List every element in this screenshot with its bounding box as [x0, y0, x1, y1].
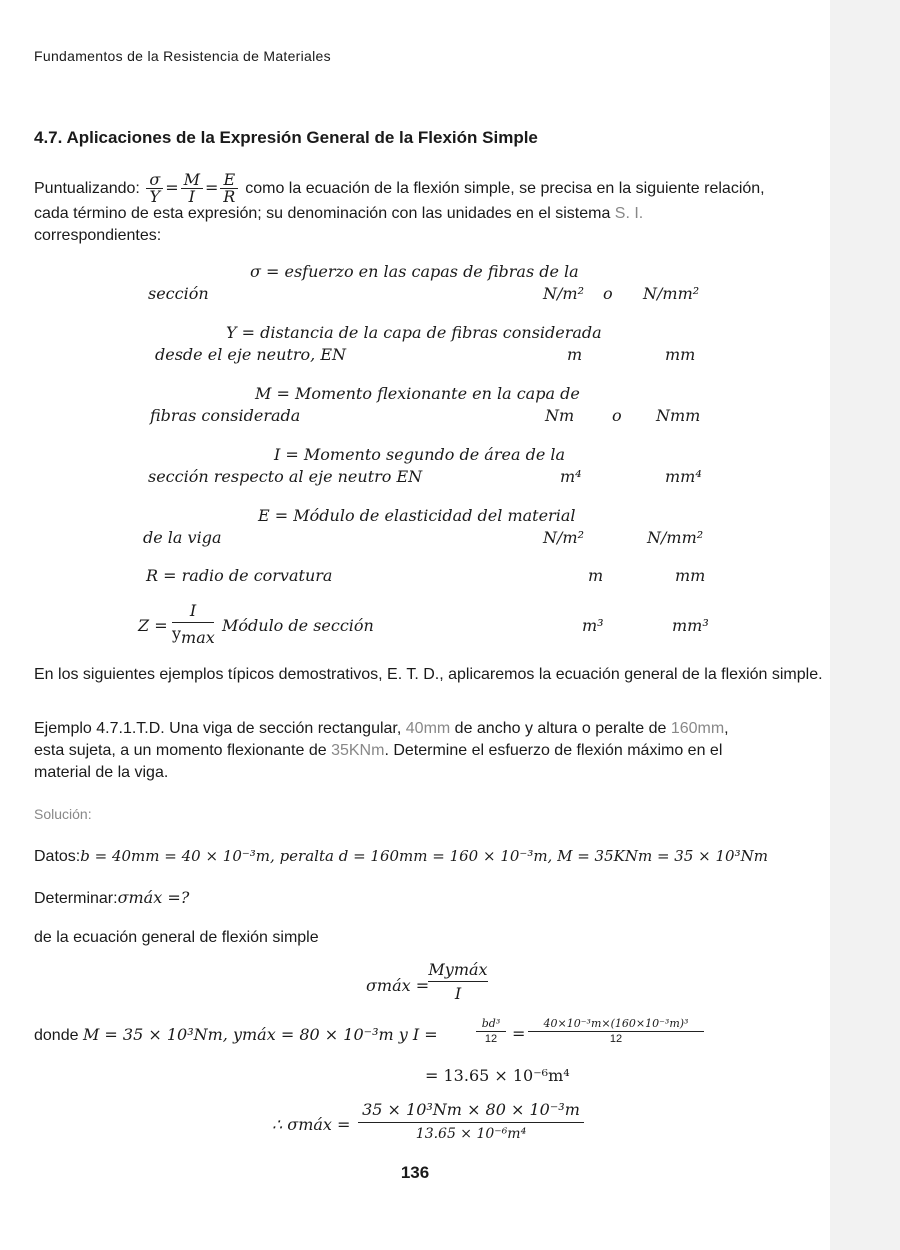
- term-r-unit1: m: [588, 566, 604, 585]
- term-y-line2: desde el eje neutro, EN: [155, 345, 347, 364]
- page-number: 136: [400, 1163, 430, 1182]
- intro-formula: $\frac{\sigma}{Y}$ = $\frac{M}{I}$ = $\frac{E}{R}$: [144, 178, 245, 197]
- term-sigma-line1: σ = esfuerzo en las capas de fibras de la: [250, 262, 579, 281]
- final-numerator: 35 × 10³Nm × 80 × 10⁻³m: [358, 1098, 584, 1123]
- solution-label: Solución:: [34, 806, 92, 822]
- final-formula-fraction: [358, 1098, 584, 1145]
- example-statement: Ejemplo 4.7.1.T.D. Una viga de sección rectangular, 40mm de ancho y altura o peralte de 160mm, esta sujeta, a un momento flexionante de 35KNm. Determine el esfuerzo de flexión máximo en el material de la viga.: [34, 720, 729, 781]
- z-fraction: I $y_{max}$: [172, 601, 215, 648]
- term-i-line1: I = Momento segundo de área de la: [274, 445, 566, 464]
- term-sigma-unit1: N/m²: [543, 284, 584, 303]
- running-header: Fundamentos de la Resistencia de Materiales: [34, 48, 331, 64]
- intro-tail: como la ecuación de la flexión simple, se precisa en la siguiente relación,: [245, 180, 765, 197]
- term-e-line2: de la viga: [143, 528, 222, 547]
- moment-value: 35KNm: [331, 742, 385, 759]
- determinar-line: Determinar:σmáx =?: [34, 888, 190, 907]
- height-value: 160mm: [670, 720, 725, 737]
- term-m-line1: M = Momento flexionante en la capa de: [255, 384, 580, 403]
- z-numerator: I: [172, 600, 214, 623]
- term-e-line1: E = Módulo de elasticidad del material: [258, 506, 576, 525]
- donde-line: donde M = 35 × 10³Nm, ymáx = 80 × 10⁻³m y I =: [34, 1025, 438, 1044]
- intro-line-1: [34, 172, 826, 205]
- i-value: = 13.65 × 10⁻⁶m⁴: [425, 1066, 570, 1085]
- i-value-fraction: 40×10⁻³m×(160×10⁻³m)³ 12: [528, 1016, 704, 1047]
- width-value: 40mm: [405, 720, 451, 737]
- main-formula-denominator: I: [454, 984, 462, 1003]
- term-i-unit2: mm⁴: [665, 467, 702, 486]
- main-formula-numerator: Mymáx: [428, 959, 488, 982]
- term-i-line2: sección respecto al eje neutro EN: [148, 467, 423, 486]
- term-i-unit1: m⁴: [560, 467, 582, 486]
- term-y-unit2: mm: [665, 345, 696, 364]
- bd-fraction: bd³ 12: [476, 1016, 506, 1047]
- main-formula-lhs: σmáx =: [366, 976, 430, 995]
- datos-expression: b = 40mm = 40 × 10⁻³m, peralta d = 160mm = 160 × 10⁻³m, M = 35KNm = 35 × 10³Nm: [80, 847, 768, 865]
- z-label: Módulo de sección: [222, 616, 374, 635]
- term-r-line: R = radio de corvatura: [146, 566, 333, 585]
- term-r-unit2: mm: [675, 566, 706, 585]
- term-sigma-line2: sección: [148, 284, 209, 303]
- term-m-unit2: Nmm: [656, 406, 701, 425]
- intro-lead: Puntualizando:: [34, 180, 140, 197]
- section-title: 4.7. Aplicaciones de la Expresión General de la Flexión Simple: [34, 128, 538, 147]
- intro-line-3: correspondientes:: [34, 227, 162, 244]
- page-gutter: [830, 0, 900, 1250]
- term-e-unit1: N/m²: [543, 528, 584, 547]
- term-sigma-unit2: N/mm²: [643, 284, 700, 303]
- datos-line: Datos:b = 40mm = 40 × 10⁻³m, peralta d = 160mm = 160 × 10⁻³m, M = 35KNm = 35 × 10³Nm: [34, 847, 768, 865]
- examples-paragraph: En los siguientes ejemplos típicos demostrativos, E. T. D., aplicaremos la ecuación general de la flexión simple.: [34, 666, 823, 683]
- main-formula-fraction: [428, 959, 488, 1006]
- equals-sign: =: [512, 1024, 526, 1043]
- donde-expression: M = 35 × 10³Nm, ymáx = 80 × 10⁻³m y I =: [82, 1025, 438, 1044]
- term-y-line1: Y = distancia de la capa de fibras considerada: [226, 323, 602, 342]
- term-m-unit1: Nm: [545, 406, 575, 425]
- final-denominator: 13.65 × 10⁻⁶m⁴: [415, 1126, 527, 1142]
- final-formula-lhs: ∴ σmáx =: [272, 1115, 351, 1134]
- intro-line-2: cada término de esta expresión; su denominación con las unidades en el sistema S. I.: [34, 205, 644, 222]
- z-denominator: y: [172, 624, 182, 643]
- term-e-unit2: N/mm²: [647, 528, 704, 547]
- z-unit2: mm³: [672, 616, 709, 635]
- term-m-or: o: [612, 406, 622, 425]
- term-y-unit1: m: [567, 345, 583, 364]
- z-lhs: Z =: [138, 616, 168, 635]
- determinar-expression: σmáx =?: [117, 888, 190, 907]
- si-units: S. I.: [614, 205, 644, 222]
- ecuacion-general-line: de la ecuación general de flexión simple: [34, 929, 319, 946]
- z-unit1: m³: [582, 616, 604, 635]
- term-m-line2: fibras considerada: [150, 406, 301, 425]
- term-sigma-or: o: [603, 284, 613, 303]
